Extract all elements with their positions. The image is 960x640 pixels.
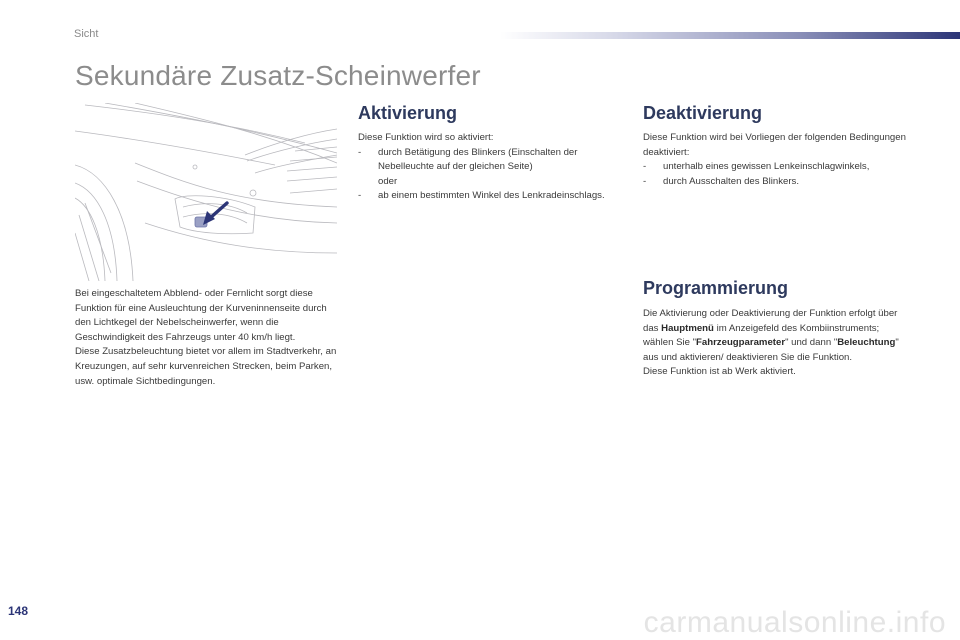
header-gradient-bar	[500, 32, 960, 39]
list-dash: -	[358, 146, 362, 158]
aktivierung-list	[358, 146, 620, 175]
list-dash: -	[358, 190, 362, 202]
deaktivierung-text	[643, 131, 908, 189]
deaktivierung-list	[643, 160, 908, 189]
deaktivierung-lead: Diese Funktion wird bei Vorliegen der folgenden Bedingungen deaktiviert:	[643, 132, 906, 158]
prog-text-c: " und dann "	[785, 337, 838, 349]
programmierung-paragraph	[643, 307, 905, 365]
list-item	[643, 175, 908, 190]
prog-text-d: " aus und aktivieren/ deaktivieren Sie die Funktion.	[643, 337, 899, 363]
programmierung-factory-note: Diese Funktion ist ab Werk aktiviert.	[643, 366, 796, 378]
fog-lamp-illustration	[75, 103, 337, 281]
list-dash: -	[643, 161, 647, 173]
prog-text-a: Die Aktivierung oder Deaktivierung der Funktion erfolgt über das	[643, 308, 898, 334]
prog-text-b: im Anzeigefeld des Kombiinstruments; wählen Sie "	[643, 322, 880, 349]
heading-aktivierung: Aktivierung	[358, 103, 458, 123]
list-item-text: unterhalb eines gewissen Lenkeinschlagwinkels,	[663, 161, 870, 173]
intro-paragraph-1: Bei eingeschaltetem Abblend- oder Fernlicht sorgt diese Funktion für eine Ausleuchtung der Kurveninnenseite durch den Lichtkegel der Nebelscheinwerfer, wenn die Geschwindigkeit des Fahrzeugs unter 40 km/h liegt.	[75, 288, 327, 343]
list-item-text: durch Betätigung des Blinkers (Einschalten der Nebelleuchte auf der gleichen Seite)	[378, 146, 578, 173]
heading-deaktivierung: Deaktivierung	[643, 103, 763, 123]
aktivierung-text	[358, 131, 620, 204]
aktivierung-or: oder	[378, 175, 398, 187]
aktivierung-lead: Diese Funktion wird so aktiviert:	[358, 132, 494, 143]
heading-programmierung: Programmierung	[643, 278, 789, 298]
intro-paragraph-2: Diese Zusatzbeleuchtung bietet vor allem im Stadtverkehr, an Kreuzungen, auf sehr kurvenreichen Strecken, beim Parken, usw. optimale Sichtbedingungen.	[75, 346, 337, 387]
list-item	[643, 160, 908, 175]
list-dash: -	[643, 175, 647, 187]
prog-bold-beleuchtung: Beleuchtung	[837, 337, 896, 349]
programmierung-text	[643, 307, 905, 380]
aktivierung-list-2	[358, 189, 620, 204]
list-item-text: durch Ausschalten des Blinkers.	[663, 175, 799, 187]
prog-bold-hauptmenu: Hauptmenü	[661, 322, 714, 334]
watermark: carmanualsonline.info	[643, 606, 946, 639]
page-number: 148	[8, 604, 29, 618]
prog-bold-fahrzeugparameter: Fahrzeugparameter	[696, 337, 786, 349]
list-item	[358, 189, 620, 204]
section-label: Sicht	[74, 28, 99, 40]
list-item	[358, 146, 620, 175]
intro-text	[75, 287, 337, 389]
list-item-text: ab einem bestimmten Winkel des Lenkradeinschlags.	[378, 190, 605, 202]
page-title: Sekundäre Zusatz-Scheinwerfer	[75, 60, 481, 91]
